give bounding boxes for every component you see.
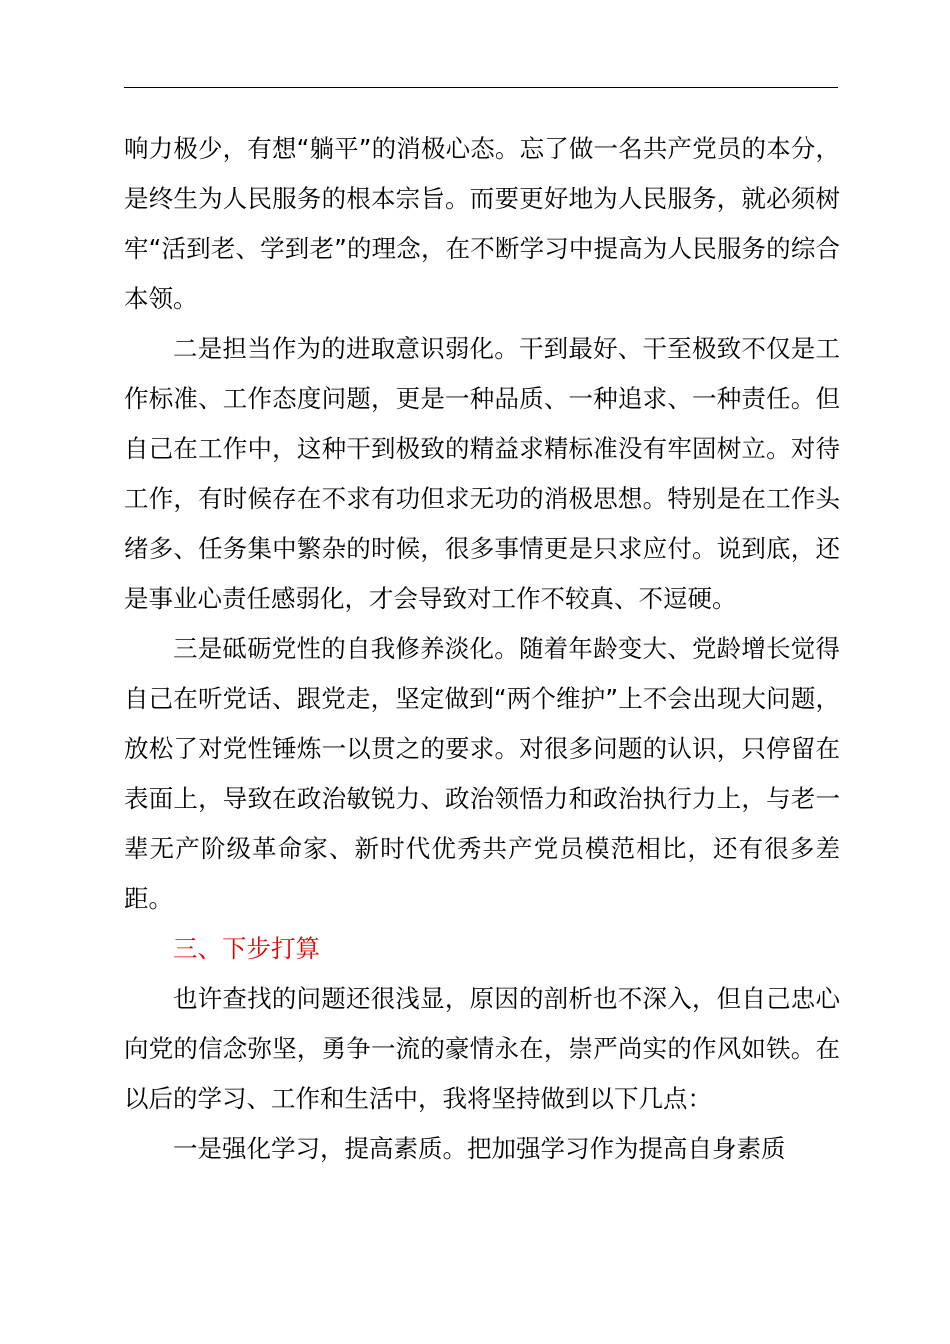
paragraph-party-spirit-cultivation: 三是砥砺党性的自我修养淡化。随着年龄变大、党龄增长觉得自己在听党话、跟党走，坚定做到“两个维护”上不会出现大问题，放松了对党性锤炼一以贯之的要求。对很多问题的认识，只停留在表面上，导致在政治敏锐力、政治领悟力和政治执行力上，与老一辈无产阶级革命家、新时代优秀共产党员模范相比，还有很多差距。 bbox=[124, 634, 840, 913]
paragraph-continuation: 响力极少，有想“躺平”的消极心态。忘了做一名共产党员的本分，是终生为人民服务的根本宗旨。而要更好地为人民服务，就必须树牢“活到老、学到老”的理念，在不断学习中提高为人民服务的综合本领。 bbox=[124, 134, 840, 313]
paragraph-enterprising-awareness: 二是担当作为的进取意识弱化。干到最好、干至极致不仅是工作标准、工作态度问题，更是一种品质、一种追求、一种责任。但自己在工作中，这种干到极致的精益求精标准没有牢固树立。对待工作，有时候存在不求有功但求无功的消极思想。特别是在工作头绪多、任务集中繁杂的时候，很多事情更是只求应付。说到底，还是事业心责任感弱化，才会导致对工作不较真、不逗硬。 bbox=[124, 334, 840, 613]
header-rule bbox=[124, 87, 838, 88]
section-heading-next-plans: 三、下步打算 bbox=[173, 934, 320, 963]
paragraph-plans-intro: 也许查找的问题还很浅显，原因的剖析也不深入，但自己忠心向党的信念弥坚，勇争一流的豪情永在，崇严尚实的作风如铁。在以后的学习、工作和生活中，我将坚持做到以下几点： bbox=[124, 984, 840, 1113]
document-body bbox=[124, 124, 840, 1174]
paragraph-strengthen-learning: 一是强化学习，提高素质。把加强学习作为提高自身素质 bbox=[173, 1134, 786, 1163]
